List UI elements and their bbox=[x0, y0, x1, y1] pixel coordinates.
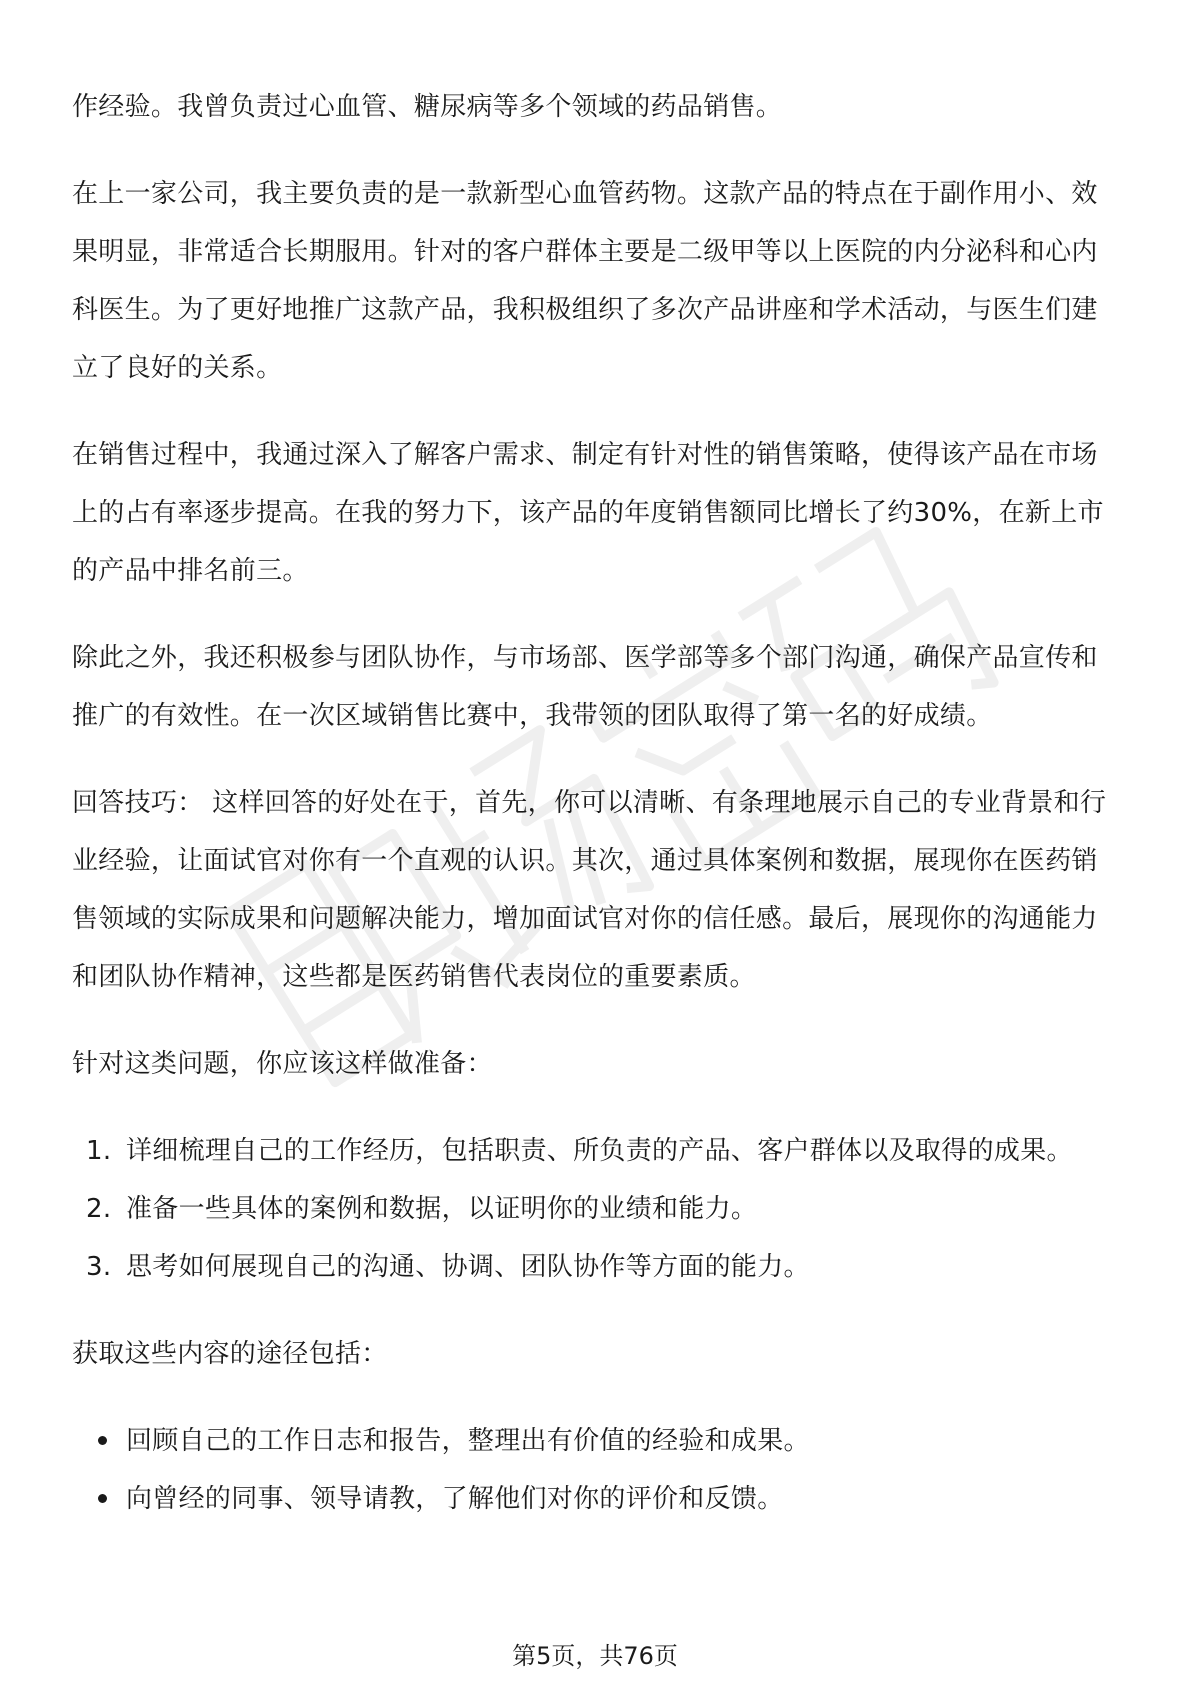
list-item-text: 详细梳理自己的工作经历，包括职责、所负责的产品、客户群体以及取得的成果。 bbox=[126, 1136, 1073, 1166]
paragraph-answer-tips: 回答技巧： 这样回答的好处在于，首先，你可以清晰、有条理地展示自己的专业背景和行业经验，让面试官对你有一个直观的认识。其次，通过具体案例和数据，展现你在医药销售领域的实际成果和问题解决能力，增加面试官对你的信任感。最后，展现你的沟通能力和团队协作精神，这些都是医药销售代表岗位的重要素质。 bbox=[72, 788, 1107, 992]
paragraph-previous-company: 在上一家公司，我主要负责的是一款新型心血管药物。这款产品的特点在于副作用小、效果明显，非常适合长期服用。针对的客户群体主要是二级甲等以上医院的内分泌科和心内科医生。为了更好地推广这款产品，我积极组织了多次产品讲座和学术活动，与医生们建立了良好的关系。 bbox=[72, 179, 1098, 383]
sources-bullet-list bbox=[72, 1412, 1118, 1528]
list-item bbox=[72, 1180, 1118, 1238]
paragraph-preparation-intro: 针对这类问题，你应该这样做准备： bbox=[72, 1049, 493, 1079]
list-item bbox=[72, 1470, 1118, 1528]
bullet-icon bbox=[98, 1494, 107, 1503]
list-item-text: 思考如何展现自己的沟通、协调、团队协作等方面的能力。 bbox=[126, 1252, 810, 1282]
list-item bbox=[72, 1122, 1118, 1180]
list-number: 2. bbox=[86, 1194, 112, 1224]
bullet-icon bbox=[98, 1436, 107, 1445]
list-item bbox=[72, 1412, 1118, 1470]
list-number: 1. bbox=[86, 1136, 112, 1166]
list-item-text: 向曾经的同事、领导请教，了解他们对你的评价和反馈。 bbox=[126, 1484, 784, 1514]
paragraph-work-experience-end: 作经验。我曾负责过心血管、糖尿病等多个领域的药品销售。 bbox=[72, 92, 783, 122]
list-item bbox=[72, 1238, 1118, 1296]
paragraph-sources-intro: 获取这些内容的途径包括： bbox=[72, 1339, 388, 1369]
paragraph-sales-process: 在销售过程中，我通过深入了解客户需求、制定有针对性的销售策略，使得该产品在市场上的占有率逐步提高。在我的努力下，该产品的年度销售额同比增长了约30%，在新上市的产品中排名前三。 bbox=[72, 440, 1104, 586]
document-body bbox=[72, 78, 1118, 1557]
list-item-text: 回顾自己的工作日志和报告，整理出有价值的经验和成果。 bbox=[126, 1426, 810, 1456]
preparation-steps-list bbox=[72, 1122, 1118, 1296]
list-item-text: 准备一些具体的案例和数据，以证明你的业绩和能力。 bbox=[126, 1194, 758, 1224]
list-number: 3. bbox=[86, 1252, 112, 1282]
page-number-footer: 第5页，共76页 bbox=[512, 1642, 678, 1670]
paragraph-teamwork: 除此之外，我还积极参与团队协作，与市场部、医学部等多个部门沟通，确保产品宣传和推广的有效性。在一次区域销售比赛中，我带领的团队取得了第一名的好成绩。 bbox=[72, 643, 1098, 731]
